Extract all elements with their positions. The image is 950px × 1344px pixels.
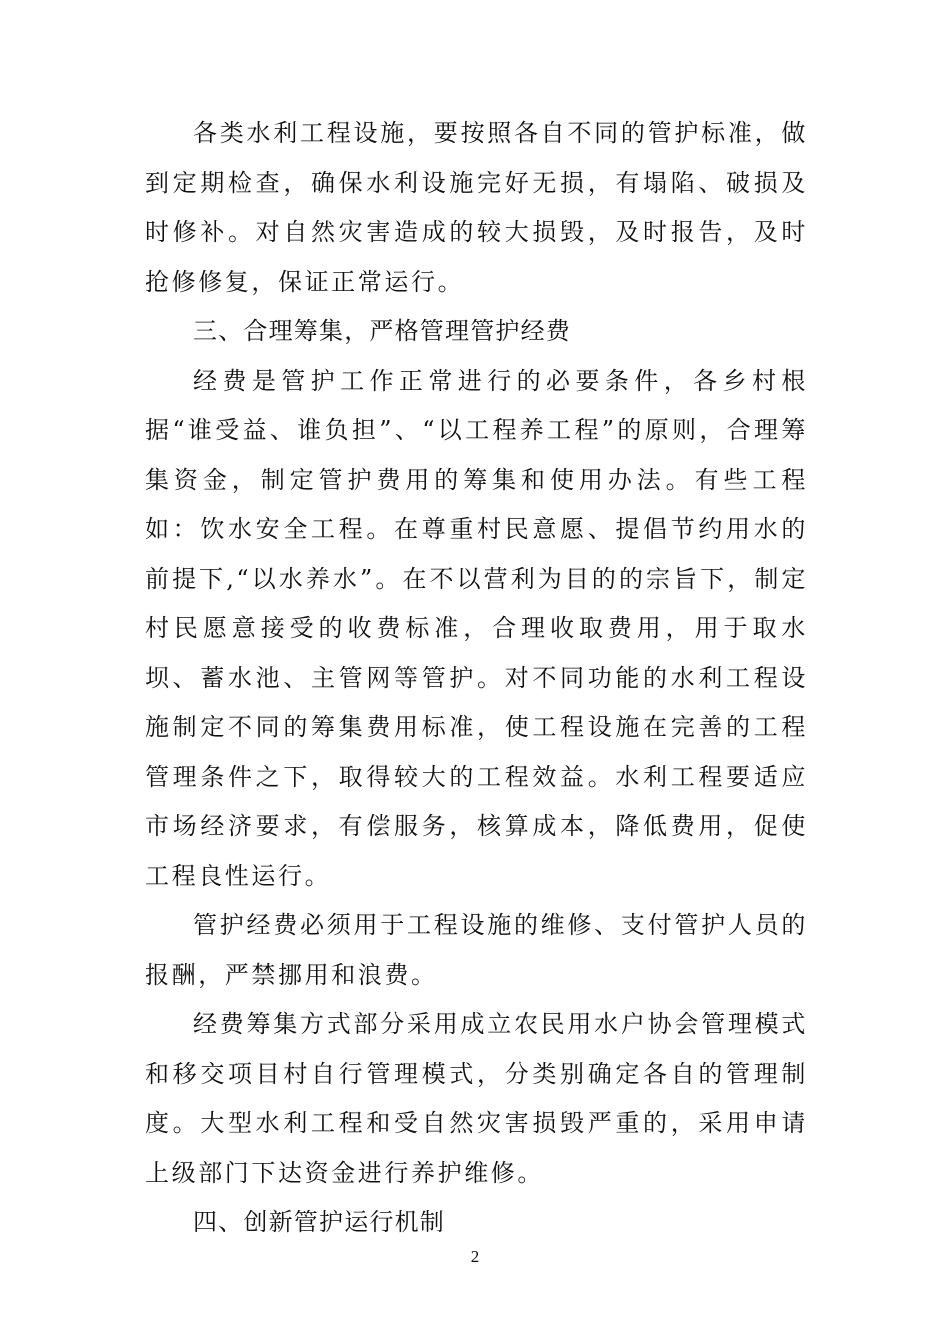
page-number: 2 [470,1247,480,1266]
document-body [145,109,808,1248]
section-heading-innovation: 四、创新管护运行机制 [193,1208,445,1236]
paragraph-funding-principles: 经费是管护工作正常进行的必要条件，各乡村根据“谁受益、谁负担”、“以工程养工程”的原则，合理筹集资金，制定管护费用的筹集和使用办法。有些工程如：饮水安全工程。在尊重村民意愿、提倡节约用水的前提下,“以水养水”。在不以营利为目的的宗旨下，制定村民愿意接受的收费标准，合理收取费用，用于取水坝、蓄水池、主管网等管护。对不同功能的水利工程设施制定不同的筹集费用标准，使工程设施在完善的工程管理条件之下，取得较大的工程效益。水利工程要适应市场经济要求，有偿服务，核算成本，降低费用，促使工程良性运行。 [145,366,808,890]
paragraph-facility-inspection: 各类水利工程设施，要按照各自不同的管护标准，做到定期检查，确保水利设施完好无损，有塌陷、破损及时修补。对自然灾害造成的较大损毁，及时报告，及时抢修修复，保证正常运行。 [145,119,808,296]
section-heading-funding: 三、合理筹集，严格管理管护经费 [193,317,571,345]
paragraph-funding-methods: 经费筹集方式部分采用成立农民用水户协会管理模式和移交项目村自行管理模式，分类别确定各自的管理制度。大型水利工程和受自然灾害损毁严重的，采用申请上级部门下达资金进行养护维修。 [145,1010,808,1187]
paragraph-funding-usage: 管护经费必须用于工程设施的维修、支付管护人员的报酬，严禁挪用和浪费。 [145,911,808,989]
